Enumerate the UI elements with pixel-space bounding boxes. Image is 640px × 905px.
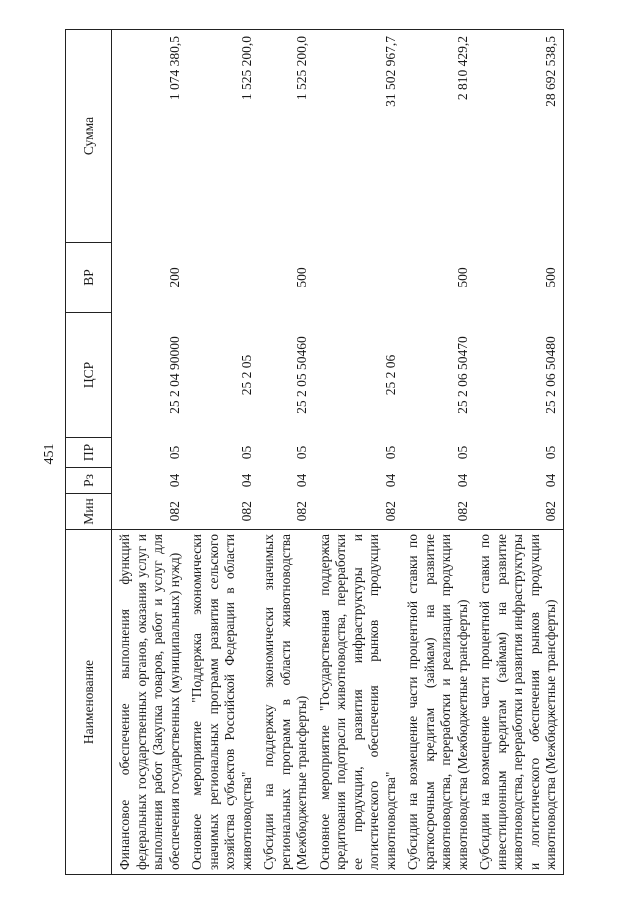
row-min: 082 [238, 501, 254, 522]
row-csr: 25 2 05 50460 [294, 336, 309, 414]
header-sum: Сумма [66, 30, 112, 243]
row-sum: 1 525 200,0 [186, 30, 258, 243]
row-vr: 500 [454, 267, 470, 288]
header-csr: ЦСР [66, 313, 112, 438]
row-sum: 1 074 380,5 [112, 30, 187, 243]
row-rz: 04 [294, 473, 309, 488]
row-name: Субсидии на поддержку экономически значимых региональных программ в области животноводства (Межбюджетные трансферты) [258, 530, 314, 875]
row-csr: 25 2 05 [238, 354, 254, 396]
row-rz: 04 [382, 473, 398, 488]
row-pr: 05 [166, 445, 182, 460]
row-csr: 25 2 06 50470 [454, 336, 470, 414]
header-row [66, 30, 112, 875]
row-pr: 05 [382, 445, 398, 460]
header-min: Мин [66, 494, 112, 530]
row-vr [314, 243, 403, 313]
row-min: 082 [454, 501, 470, 522]
row-csr: 25 2 06 50480 [474, 313, 563, 438]
row-pr: 05 [474, 438, 563, 468]
row-sum: 28 692 538,5 [474, 30, 563, 243]
row-name: Основное мероприятие "Государственная поддержка кредитования подотрасли животноводства, переработки ее продукции, развития инфраструктуры и логистического обеспечения рынков продукции животноводства" [314, 530, 403, 875]
row-rz: 04 [474, 468, 563, 494]
header-rz: Рз [66, 468, 112, 494]
row-name: Субсидии на возмещение части процентной ставки по краткосрочным кредитам (займам) на развитие животноводства, переработки и реализации продукции животноводства (Межбюджетные трансферты) [402, 530, 474, 875]
header-name: Наименование [66, 530, 112, 875]
table-row [258, 30, 314, 875]
row-sum: 31 502 967,7 [314, 30, 403, 243]
row-pr: 05 [454, 445, 470, 460]
row-vr: 200 [166, 267, 182, 288]
row-csr: 25 2 06 [382, 354, 398, 396]
row-min: 082 [382, 501, 398, 522]
row-sum: 2 810 429,2 [402, 30, 474, 243]
table-row [402, 30, 474, 875]
row-min: 082 [294, 501, 309, 522]
row-min: 082 [166, 501, 182, 522]
budget-table [65, 29, 564, 875]
table-row [314, 30, 403, 875]
row-min: 082 [474, 494, 563, 530]
row-vr: 500 [294, 267, 309, 288]
row-name: Субсидии на возмещение части процентной ставки по инвестиционным кредитам (займам) на развитие животноводства, переработки и развития инфраструктуры и логистического обеспечения рынков продукции животноводства (Межбюджетные трансферты) [474, 530, 563, 875]
row-csr: 25 2 04 90000 [166, 336, 182, 414]
row-vr: 500 [474, 243, 563, 313]
header-vr: ВР [66, 243, 112, 313]
table-row [474, 30, 563, 875]
row-rz: 04 [238, 473, 254, 488]
row-name: Финансовое обеспечение выполнения функций федеральных государственных органов, оказания услуг и выполнения работ (Закупка товаров, работ и услуг для обеспечения государственных (муниципальных) нужд) [112, 530, 187, 875]
header-pr: ПР [66, 438, 112, 468]
rotated-page [65, 30, 620, 875]
row-name: Основное мероприятие "Поддержка экономически значимых региональных программ развития сельского хозяйства субъектов Российской Федерации в области животноводства" [186, 530, 258, 875]
row-sum: 1 525 200,0 [258, 30, 314, 243]
row-rz: 04 [166, 473, 182, 488]
row-pr: 05 [238, 445, 254, 460]
row-rz: 04 [454, 473, 470, 488]
page-number: 451 [42, 443, 57, 465]
row-vr [186, 243, 258, 313]
table-row [112, 30, 187, 875]
row-pr: 05 [294, 445, 309, 460]
table-row [186, 30, 258, 875]
